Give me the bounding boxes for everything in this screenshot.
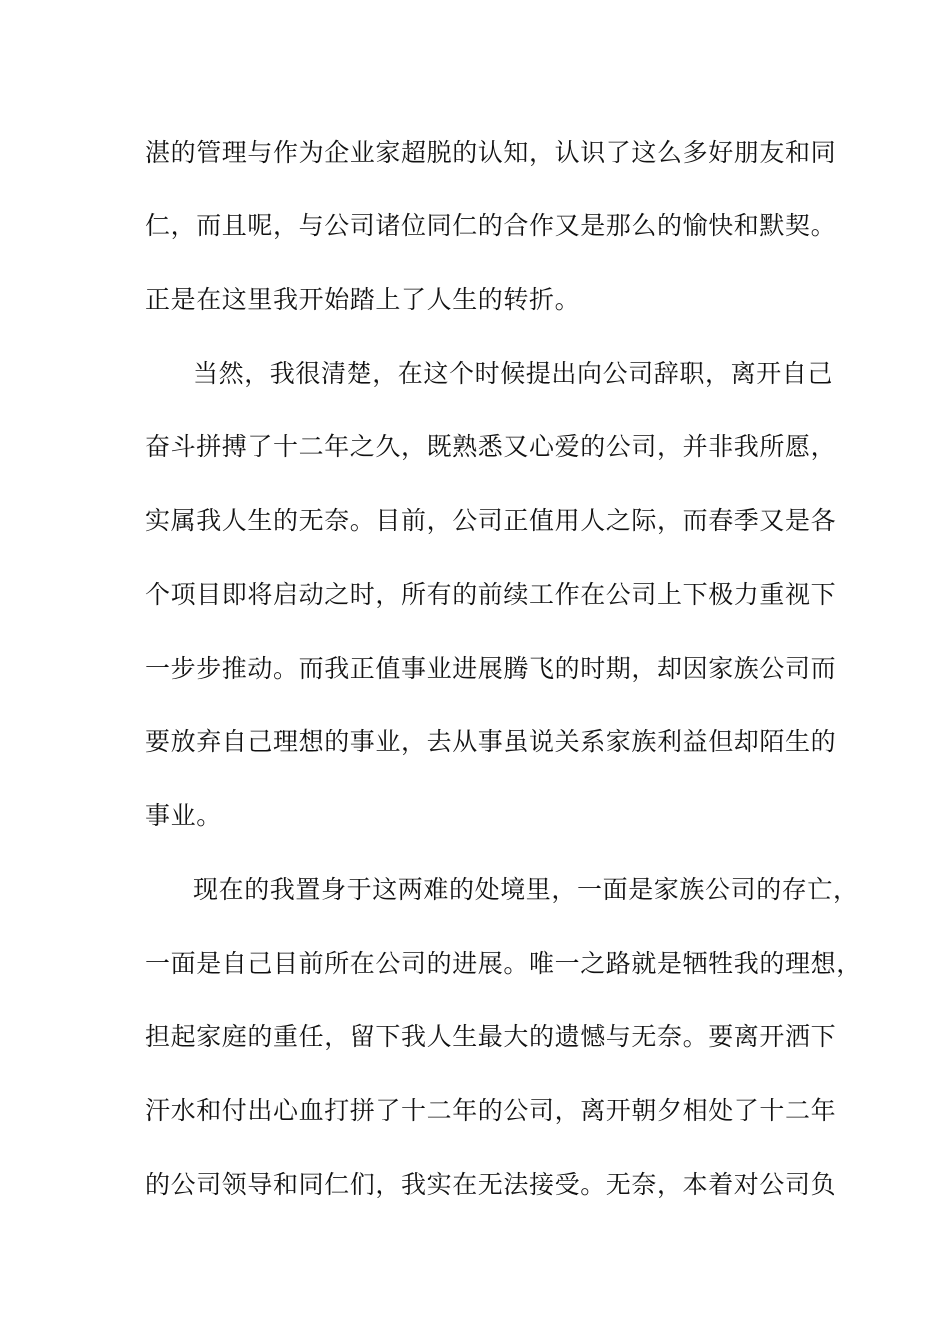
text-line-15: 的公司领导和同仁们，我实在无法接受。无奈，本着对公司负 bbox=[145, 1170, 837, 1199]
text-line-2: 仁，而且呢，与公司诸位同仁的合作又是那么的愉快和默契。 bbox=[145, 211, 837, 240]
text-line-4-paragraph-start: 当然，我很清楚，在这个时候提出向公司辞职，离开自己 bbox=[193, 359, 834, 388]
text-line-1: 湛的管理与作为企业家超脱的认知，认识了这么多好朋友和同 bbox=[145, 138, 837, 167]
text-line-12: 一面是自己目前所在公司的进展。唯一之路就是牺牲我的理想， bbox=[145, 949, 862, 978]
text-line-8: 一步步推动。而我正值事业进展腾飞的时期，却因家族公司而 bbox=[145, 654, 837, 683]
text-line-13: 担起家庭的重任，留下我人生最大的遗憾与无奈。要离开洒下 bbox=[145, 1022, 837, 1051]
text-line-3: 正是在这里我开始踏上了人生的转折。 bbox=[145, 285, 581, 314]
text-line-5: 奋斗拼搏了十二年之久，既熟悉又心爱的公司，并非我所愿， bbox=[145, 432, 837, 461]
text-line-10: 事业。 bbox=[145, 801, 222, 830]
text-line-7: 个项目即将启动之时，所有的前续工作在公司上下极力重视下 bbox=[145, 580, 837, 609]
text-line-11-paragraph-start: 现在的我置身于这两难的处境里，一面是家族公司的存亡， bbox=[193, 875, 859, 904]
text-line-9: 要放弃自己理想的事业，去从事虽说关系家族利益但却陌生的 bbox=[145, 727, 837, 756]
text-line-14: 汗水和付出心血打拼了十二年的公司，离开朝夕相处了十二年 bbox=[145, 1096, 837, 1125]
text-line-6: 实属我人生的无奈。目前，公司正值用人之际，而春季又是各 bbox=[145, 506, 837, 535]
